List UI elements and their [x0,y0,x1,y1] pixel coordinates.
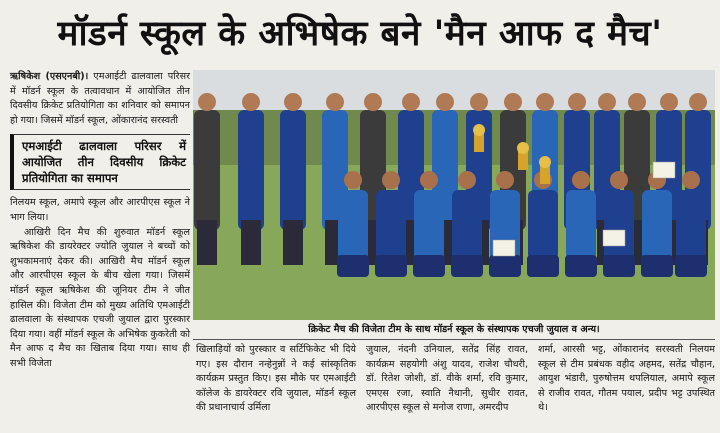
front-row-player [528,190,558,260]
player-head [420,171,438,189]
player-head [284,93,302,111]
team-photo-illustration [193,70,715,320]
column-2-text: जुयाल, नंदनी उनियाल, सतेंद्र सिंह रावत, कार्यक्रम सहयोगी अंशु यादव, राजेश चौधरी, डॉ. रितेश जोशी, डॉ. वीके शर्मा, रवि कुमार, एमएस रजा, स्वाति नैथानी, सुधीर रावत, आरपीएस स्कूल से मनोज राणा, अमरदीप [366,344,528,414]
player-head [326,93,344,111]
team-photo [193,70,715,320]
player-legs [283,220,303,265]
player-head [242,93,260,111]
front-row-player [452,190,482,260]
player-legs [675,255,707,277]
trophy-cup [473,124,485,136]
player-head [610,171,628,189]
player-legs [641,255,673,277]
player-head [660,93,678,111]
front-row-player [376,190,406,260]
player-head [689,93,707,111]
player-legs [197,220,217,265]
front-row-player [642,190,672,260]
player-legs [375,255,407,277]
trophy-cup [539,156,551,168]
left-article-column [10,70,190,430]
front-row-player [414,190,444,260]
back-row-player [280,110,306,230]
bottom-column-2 [366,343,528,433]
bottom-column-1 [196,343,356,433]
player-legs [337,255,369,277]
article-headline: मॉडर्न स्कूल के अभिषेक बने 'मैन आफ द मैच' [57,13,663,54]
player-legs [241,220,261,265]
player-legs [565,255,597,277]
column-3-text: शर्मा, आरसी भट्ट, ओंकारानंद सरस्वती निलयम स्कूल से टीम प्रबंधक वहीद अहमद, सतेंद्र चौहान, आयुश भंडारी, पुरुषोत्तम थपलियाल, अमापे स्कूल से राजीव रावत, गौतम पयाल, प्रदीप भट्ट उपस्थित थे। [538,344,715,414]
intro-text: एमआईटी ढालवाला परिसर में मॉडर्न स्कूल के तत्वावधान में आयोजित तीन दिवसीय क्रिकेट प्रतियोगिता का शनिवार को समापन हो गया। जिसमें मॉडर्न स्कूल, ओंकारानंद सरस्वती [10,71,190,126]
back-row-player [238,110,264,230]
player-head [536,93,554,111]
player-head [572,171,590,189]
player-head [470,93,488,111]
front-row-player [676,190,706,260]
column-1-text: खिलाड़ियों को पुरस्कार व सर्टिफिकेट भी दिये गए। इस दौरान नन्हेनुन्नों ने कई सांस्कृतिक कार्यक्रम प्रस्तुत किए। इस मौके पर एमआईटी कॉलेज के डायरेक्टर रवि जुयाल, मॉडर्न स्कूल की प्रधानाचार्य उर्मिला [196,344,356,414]
player-head [344,171,362,189]
front-row-player [604,190,634,260]
front-row-player [338,190,368,260]
player-head [364,93,382,111]
intro-paragraph [10,70,190,128]
paragraph-match-report: आखिरी दिन मैच की शुरुवात मॉडर्न स्कूल ऋषिकेश की डायरेक्टर ज्योति जुयाल ने बच्चों को शुभकामनाएं देकर की। आखिरी मैच मॉडर्न स्कूल और आरपीएस स्कूल के बीच खेला गया। जिसमें मॉडर्न स्कूल ऋषिकेश की जूनियर टीम ने जीत हासिल की। विजेता टीम को मुख्य अतिथि एमआईटी ढालवाला के संस्थापक एचजी जुयाल द्वारा पुरस्कार दिया गया। वहीं मॉडर्न स्कूल के अभिषेक कुकरेती को मैन आफ द मैच का खिताब दिया गया। साथ ही सभी विजेता [10,226,190,369]
player-legs [413,255,445,277]
player-head [568,93,586,111]
certificate [603,230,625,246]
bottom-column-3 [538,343,715,433]
photo-caption: क्रिकेट मैच की विजेता टीम के साथ मॉडर्न स्कूल के संस्थापक एचजी जुयाल व अन्य। [193,321,715,340]
player-legs [451,255,483,277]
certificate [653,162,675,178]
player-head [198,93,216,111]
player-head [598,93,616,111]
player-head [458,171,476,189]
player-head [382,171,400,189]
dateline: ऋषिकेश (एसएनबी)। [10,71,89,82]
front-row-player [566,190,596,260]
paragraph-participants: निलयम स्कूल, अमापे स्कूल और आरपीएस स्कूल ने भाग लिया। [10,197,190,223]
player-head [496,171,514,189]
pull-quote-callout: एमआईटी ढालवाला परिसर में आयोजित तीन दिवसीय क्रिकेट प्रतियोगिता का समापन [10,134,190,190]
player-legs [527,255,559,277]
trophy-cup [517,142,529,154]
player-legs [603,255,635,277]
player-head [504,93,522,111]
player-head [628,93,646,111]
player-legs [489,255,521,277]
player-head [682,171,700,189]
player-head [402,93,420,111]
player-head [436,93,454,111]
certificate [493,240,515,256]
back-row-player [194,110,220,230]
